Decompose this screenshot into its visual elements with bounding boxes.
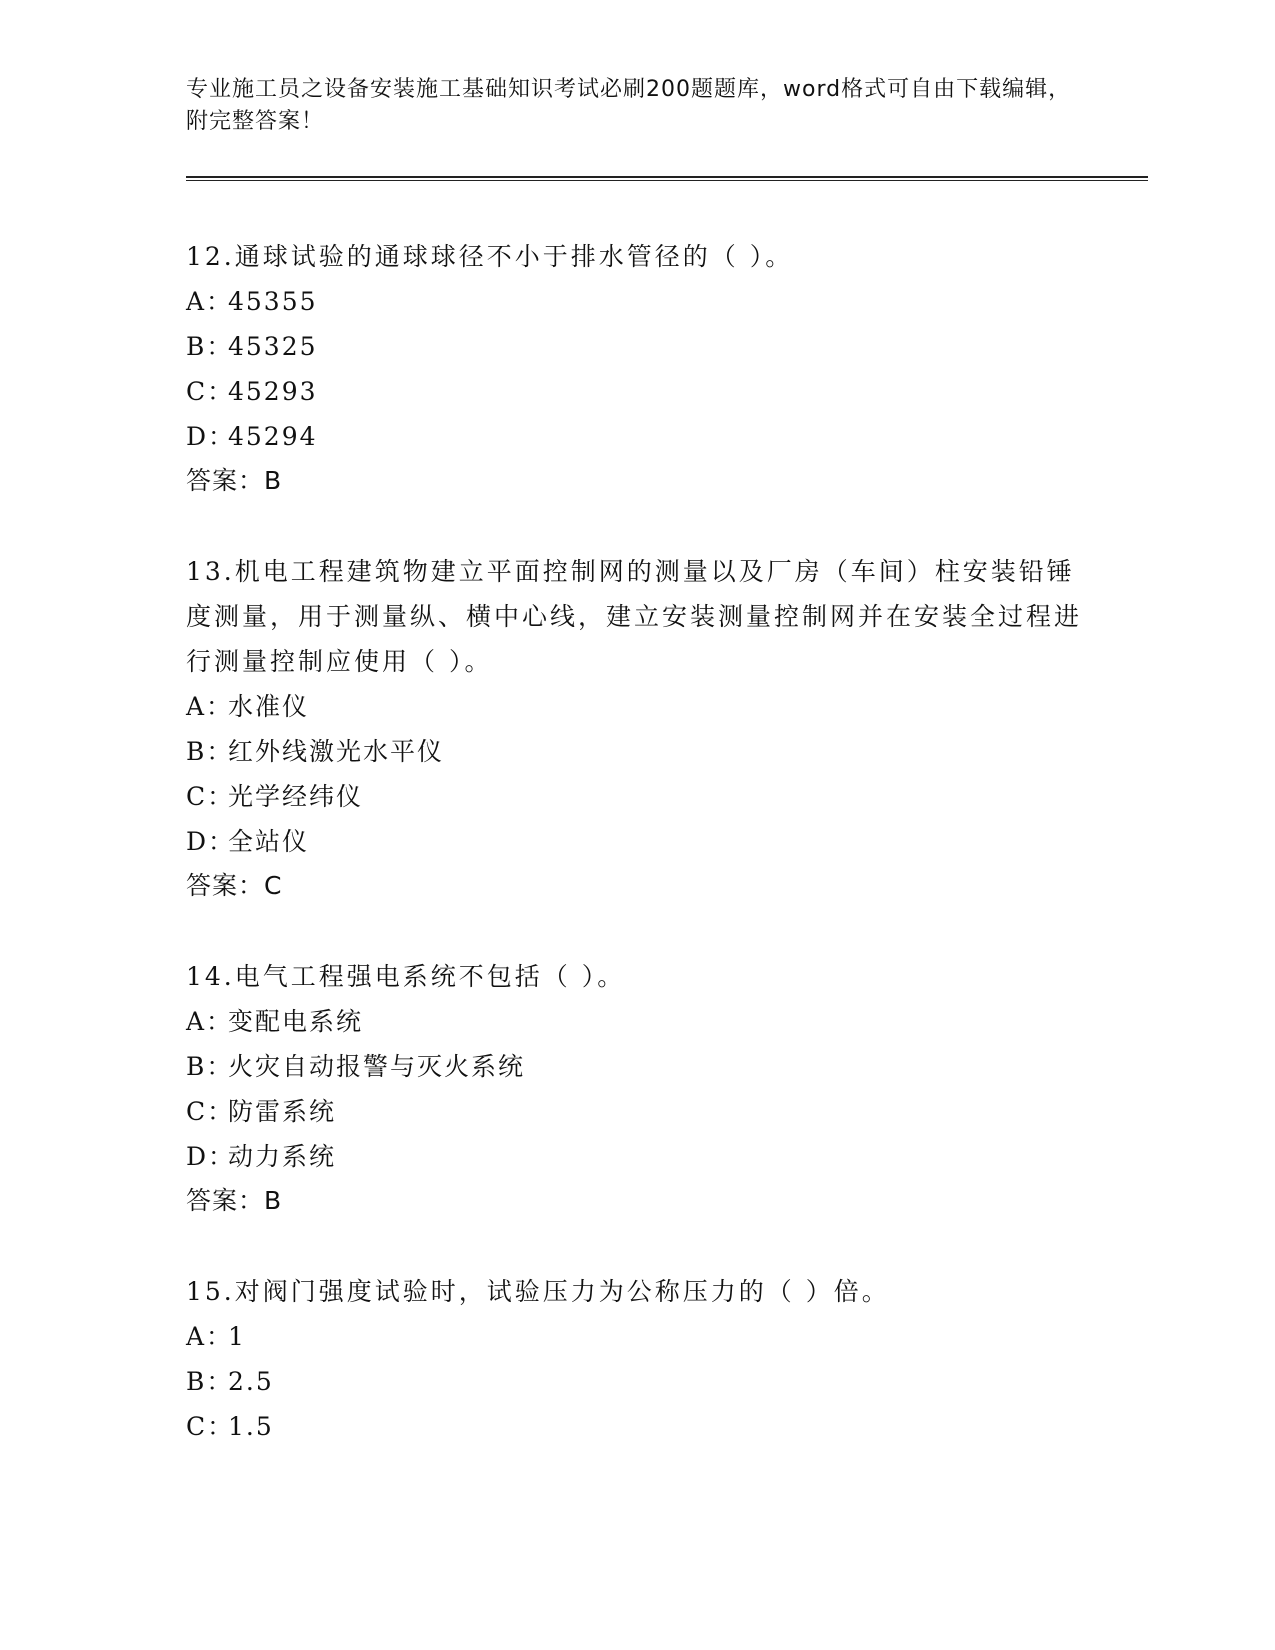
option-text: 45355 [228, 287, 318, 316]
option-letter: B： [186, 1052, 234, 1081]
question-14 [186, 954, 1086, 1223]
option-a [186, 279, 1086, 324]
answer-line: 答案：B [186, 1186, 283, 1215]
option-d [186, 414, 1086, 459]
option-b [186, 729, 1086, 774]
option-text: 动力系统 [228, 1142, 337, 1171]
option-text: 1.5 [228, 1412, 274, 1441]
option-letter: A： [186, 1007, 234, 1036]
question-stem: 13.机电工程建筑物建立平面控制网的测量以及厂房（车间）柱安装铅锤度测量，用于测量纵、横中心线，建立安装测量控制网并在安装全过程进行测量控制应使用（ ）。 [186, 557, 1083, 676]
option-c [186, 369, 1086, 414]
option-letter: B： [186, 737, 234, 766]
option-a [186, 999, 1086, 1044]
option-a [186, 1314, 1086, 1359]
option-text: 45294 [228, 422, 318, 451]
option-b [186, 1359, 1086, 1404]
option-letter: D： [186, 1142, 236, 1171]
option-text: 水准仪 [228, 692, 310, 721]
option-letter: C： [186, 782, 235, 811]
option-text: 火灾自动报警与灭火系统 [228, 1052, 526, 1081]
question-stem: 14.电气工程强电系统不包括（ ）。 [186, 962, 626, 991]
option-c [186, 1089, 1086, 1134]
option-text: 2.5 [228, 1367, 274, 1396]
option-c [186, 1404, 1086, 1449]
option-letter: A： [186, 287, 234, 316]
question-13 [186, 549, 1086, 908]
header-divider [186, 176, 1148, 181]
option-d [186, 1134, 1086, 1179]
option-letter: A： [186, 1322, 234, 1351]
option-letter: D： [186, 827, 236, 856]
option-text: 红外线激光水平仪 [228, 737, 445, 766]
option-letter: A： [186, 692, 234, 721]
option-c [186, 774, 1086, 819]
option-d [186, 819, 1086, 864]
option-text: 变配电系统 [228, 1007, 364, 1036]
option-a [186, 684, 1086, 729]
question-list [186, 234, 1086, 1495]
option-text: 防雷系统 [228, 1097, 337, 1126]
option-text: 45293 [228, 377, 318, 406]
option-letter: C： [186, 377, 235, 406]
option-text: 45325 [228, 332, 318, 361]
question-stem: 12.通球试验的通球球径不小于排水管径的（ ）。 [186, 242, 794, 271]
option-letter: B： [186, 1367, 234, 1396]
option-letter: C： [186, 1097, 235, 1126]
option-letter: D： [186, 422, 236, 451]
option-text: 1 [228, 1322, 246, 1351]
document-header: 专业施工员之设备安装施工基础知识考试必刷200题题库，word格式可自由下载编辑，附完整答案！ [186, 77, 1072, 134]
option-text: 光学经纬仪 [228, 782, 364, 811]
question-15 [186, 1269, 1086, 1449]
answer-line: 答案：B [186, 466, 283, 495]
option-b [186, 324, 1086, 369]
question-12 [186, 234, 1086, 503]
question-stem: 15.对阀门强度试验时，试验压力为公称压力的（ ）倍。 [186, 1277, 890, 1306]
answer-line: 答案：C [186, 871, 283, 900]
option-b [186, 1044, 1086, 1089]
option-text: 全站仪 [228, 827, 310, 856]
option-letter: B： [186, 332, 234, 361]
option-letter: C： [186, 1412, 235, 1441]
